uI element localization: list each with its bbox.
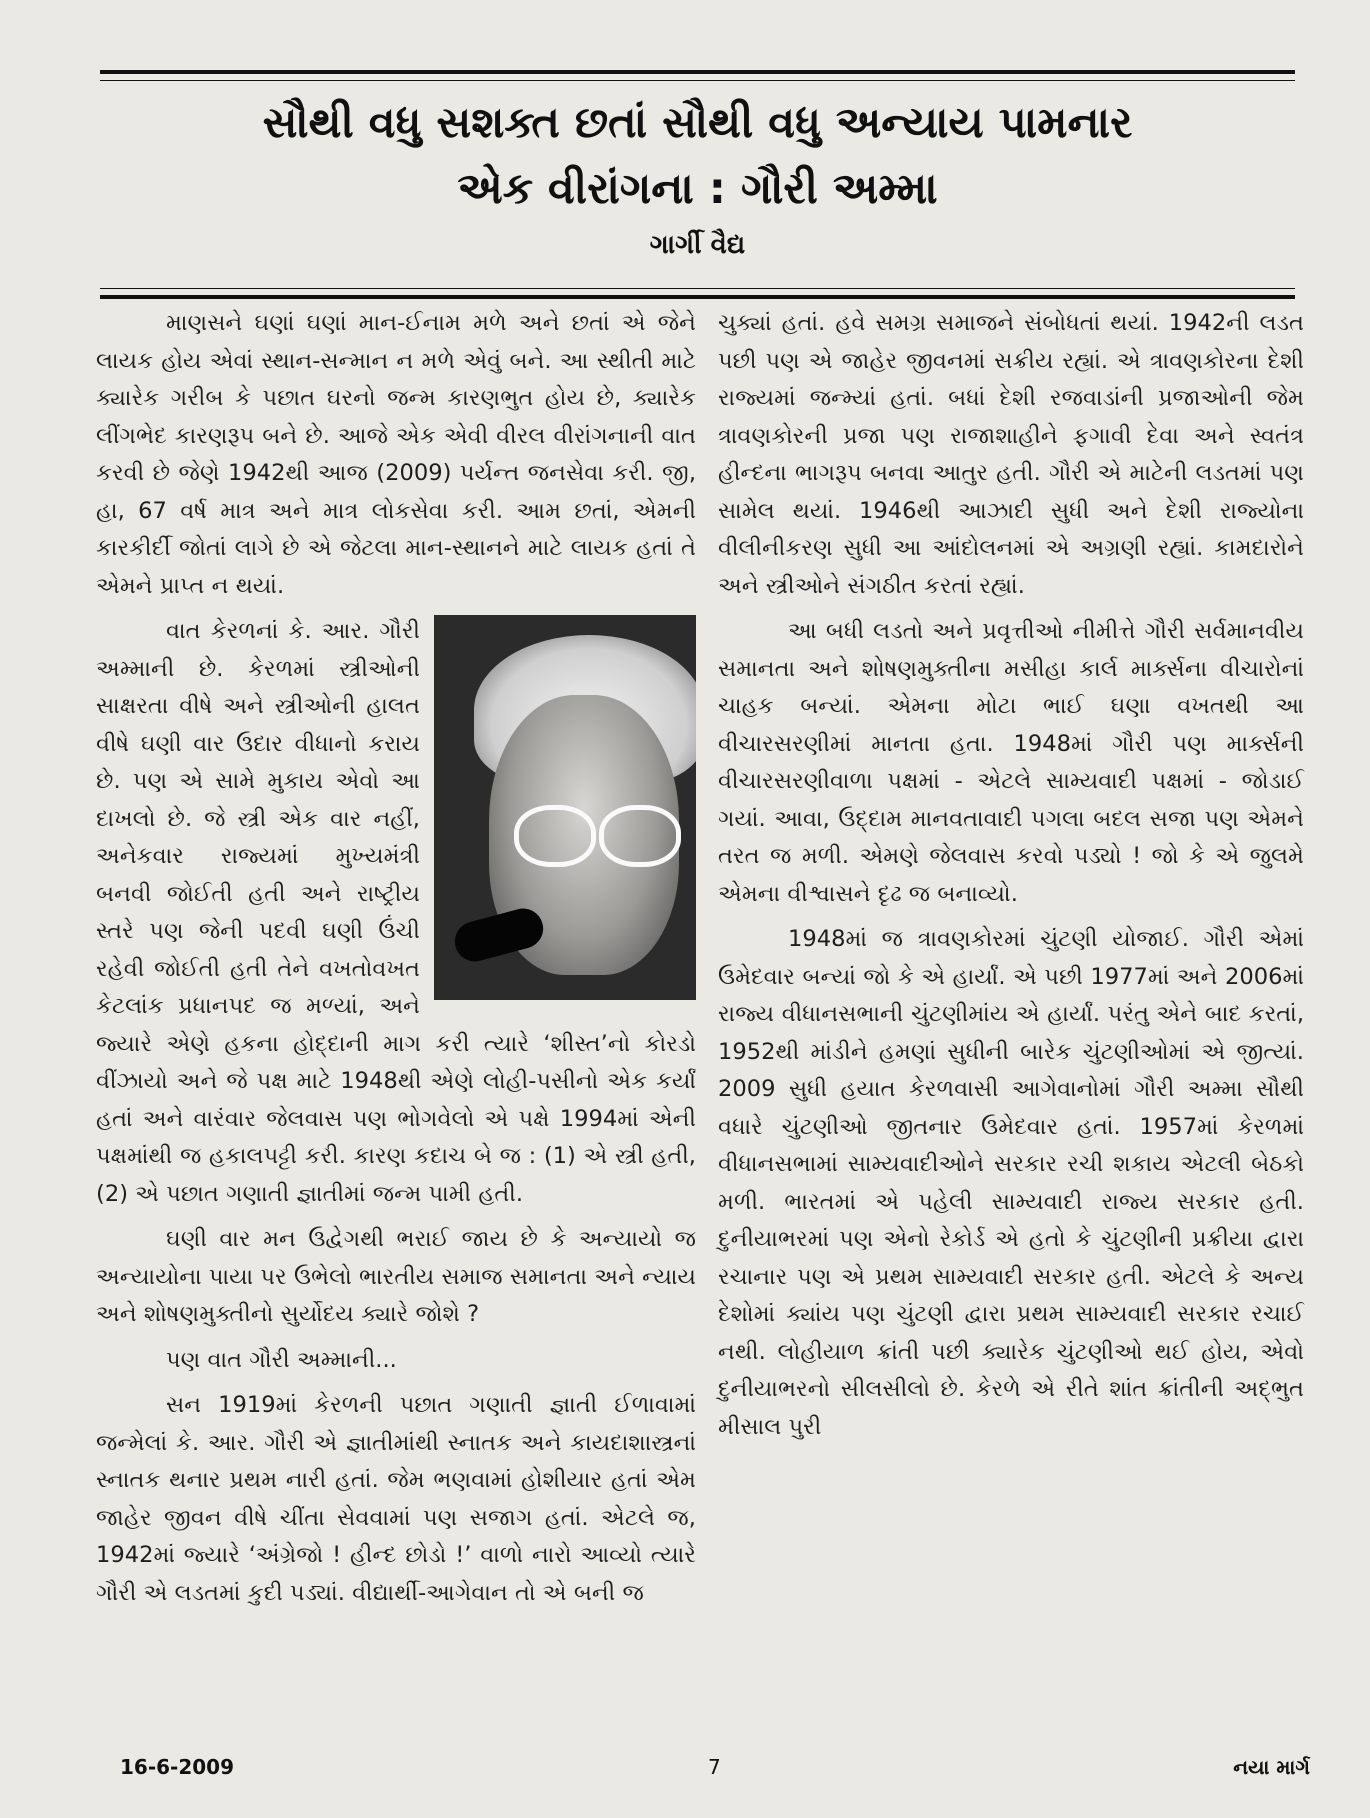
- right-column: [718, 305, 1304, 1454]
- paragraph: માણસને ઘણાં ઘણાં માન-ઈનામ મળે અને છતાં એ જેને લાયક હોય એવાં સ્થાન-સન્માન ન મળે એવું બને. આ સ્થીતી માટે ક્યારેક ગરીબ કે પછાત ઘરનો જન્મ કારણભુત હોય છે, ક્યારેક લીંગભેદ કારણરૂપ બને છે. આજે એક એવી વીરલ વીરાંગનાની વાત કરવી છે જેણે 1942થી આજ (2009) પર્યન્ત જનસેવા કરી. જી, હા, 67 વર્ષ માત્ર અને માત્ર લોકસેવા કરી. આમ છતાં, એમની કારકીર્દી જોતાં લાગે છે એ જેટલા માન-સ્થાનને માટે લાયક હતાં તે એમને પ્રાપ્ત ન થયાં.: [96, 310, 696, 599]
- issue-date: 16-6-2009: [120, 1755, 235, 1779]
- mid-rule-thin: [100, 288, 1295, 289]
- title-line-1: સૌથી વધુ સશક્ત છતાં સૌથી વધુ અન્યાય પામનાર: [262, 98, 1133, 148]
- paragraph: વાત કેરળનાં કે. આર. ગૌરી અમ્માની છે. કેરળમાં સ્ત્રીઓની સાક્ષરતા વીષે અને સ્ત્રીઓની હાલત વીષે ઘણી વાર ઉદાર વીધાનો કરાય છે. પણ એ સામે મુકાય એવો આ દાખલો છે. જે સ્ત્રી એક વાર નહીં, અનેકવાર રાજ્યમાં મુખ્યમંત્રી બનવી જોઈતી હતી અને રાષ્ટ્રીય સ્તરે પણ જેની પદવી ઘણી ઉંચી રહેવી જોઈતી હતી તેને વખતોવખત કેટલાંક પ્રધાનપદ જ મળ્યાં, અને જ્યારે એણે હકના હોદ્દાની માગ કરી ત્યારે ‘શીસ્ત’નો કોરડો વીંઝાયો અને જે પક્ષ માટે 1948થી એણે લોહી-પસીનો એક કર્યાં હતાં અને વારંવાર જેલવાસ પણ ભોગવેલો એ પક્ષે 1994માં એની પક્ષમાંથી જ હકાલપટ્ટી કરી. કારણ કદાચ બે જ : (1) એ સ્ત્રી હતી, (2) એ પછાત ગણાતી જ્ઞાતીમાં જન્મ પામી હતી.: [96, 618, 696, 1207]
- portrait-photo: [434, 615, 696, 1000]
- top-rule-thin: [100, 80, 1295, 81]
- paragraph: સન 1919માં કેરળની પછાત ગણાતી જ્ઞાતી ઈળાવામાં જન્મેલાં કે. આર. ગૌરી એ જ્ઞાતીમાંથી સ્નાતક અને કાયદાશાસ્ત્રનાં સ્નાતક થનાર પ્રથમ નારી હતાં. જેમ ભણવામાં હોશીયાર હતાં એમ જાહેર જીવન વીષે ચીંતા સેવવામાં પણ સજાગ હતાં. એટલે જ, 1942માં જ્યારે ‘અંગ્રેજો ! હીન્દ છોડો !’ વાળો નારો આવ્યો ત્યારે ગૌરી એ લડતમાં કુદી પડ્યાં. વીદ્યાર્થી-આગેવાન તો એ બની જ: [96, 1392, 696, 1606]
- page-number: 7: [708, 1755, 721, 1779]
- author-name: ગાર્ગી વૈદ્ય: [649, 230, 746, 260]
- paragraph: ઘણી વાર મન ઉદ્વેગથી ભરાઈ જાય છે કે અન્યાયો જ અન્યાયોના પાયા પર ઉભેલો ભારતીય સમાજ સમાનતા અને ન્યાય અને શોષણમુક્તીનો સુર્યોદય ક્યારે જોશે ?: [96, 1226, 696, 1327]
- article-title: [100, 90, 1295, 222]
- left-column: [96, 305, 696, 1620]
- paragraph: ચુક્યાં હતાં. હવે સમગ્ર સમાજને સંબોધતાં થયાં. 1942ની લડત પછી પણ એ જાહેર જીવનમાં સક્રીય રહ્યાં. એ ત્રાવણકોરના દેશી રાજ્યમાં જન્મ્યાં હતાં. બધાં દેશી રજવાડાંની પ્રજાઓની જેમ ત્રાવણકોરની પ્રજા પણ રાજાશાહીને ફગાવી દેવા અને સ્વતંત્ર હીન્દના ભાગરૂપ બનવા આતુર હતી. ગૌરી એ માટેની લડતમાં પણ સામેલ થયાં. 1946થી આઝાદી સુધી અને દેશી રાજ્યોના વીલીનીકરણ સુધી આ આંદોલનમાં એ અગ્રણી રહ્યાં. કામદારોને અને સ્ત્રીઓને સંગઠીત કરતાં રહ્યાં.: [718, 310, 1304, 599]
- mid-rule: [100, 295, 1295, 299]
- magazine-name: નયા માર્ગ: [1233, 1755, 1310, 1779]
- top-rule: [100, 70, 1295, 74]
- paragraph: પણ વાત ગૌરી અમ્માની...: [166, 1346, 397, 1373]
- paragraph: આ બધી લડતો અને પ્રવૃત્તીઓ નીમીત્તે ગૌરી સર્વમાનવીય સમાનતા અને શોષણમુક્તીના મસીહા કાર્લ માર્ક્સના વીચારોનાં ચાહક બન્યાં. એમના મોટા ભાઈ ઘણા વખતથી આ વીચારસરણીમાં માનતા હતા. 1948માં ગૌરી પણ માર્ક્સની વીચારસરણીવાળા પક્ષમાં - એટલે સામ્યવાદી પક્ષમાં - જોડાઈ ગયાં. આવા, ઉદ્દામ માનવતાવાદી પગલા બદલ સજા પણ એમને તરત જ મળી. એમણે જેલવાસ કરવો પડ્યો ! જો કે એ જુલમે એમના વીશ્વાસને દૃઢ જ બનાવ્યો.: [718, 618, 1304, 907]
- title-line-2: એક વીરાંગના : ગૌરી અમ્મા: [457, 164, 938, 214]
- paragraph: 1948માં જ ત્રાવણકોરમાં ચુંટણી યોજાઈ. ગૌરી એમાં ઉમેદવાર બન્યાં જો કે એ હાર્યાં. એ પછી 1977માં અને 2006માં રાજ્ય વીધાનસભાની ચુંટણીમાંય એ હાર્યાં. પરંતુ એને બાદ કરતાં, 1952થી માંડીને હમણાં સુધીની બારેક ચુંટણીઓમાં એ જીત્યાં. 2009 સુધી હયાત કેરળવાસી આગેવાનોમાં ગૌરી અમ્મા સૌથી વધારે ચુંટણીઓ જીતનાર ઉમેદવાર હતાં. 1957માં કેરળમાં વીધાનસભામાં સામ્યવાદીઓને સરકાર રચી શકાય એટલી બેઠકો મળી. ભારતમાં એ પહેલી સામ્યવાદી રાજ્ય સરકાર હતી. દુનીયાભરમાં પણ એનો રેકોર્ડ એ હતો કે ચુંટણીની પ્રક્રીયા દ્વારા રચાનાર પણ એ પ્રથમ સામ્યવાદી સરકાર હતી. એટલે કે અન્ય દેશોમાં ક્યાંય પણ ચુંટણી દ્વારા પ્રથમ સામ્યવાદી સરકાર રચાઈ નથી. લોહીયાળ ક્રાંતી પછી ક્યારેક ચુંટણીઓ થઈ હોય, એવો દુનીયાભરનો સીલસીલો છે. કેરળે એ રીતે શાંત ક્રાંતીની અદ્ભુત મીસાલ પુરી: [718, 926, 1304, 1440]
